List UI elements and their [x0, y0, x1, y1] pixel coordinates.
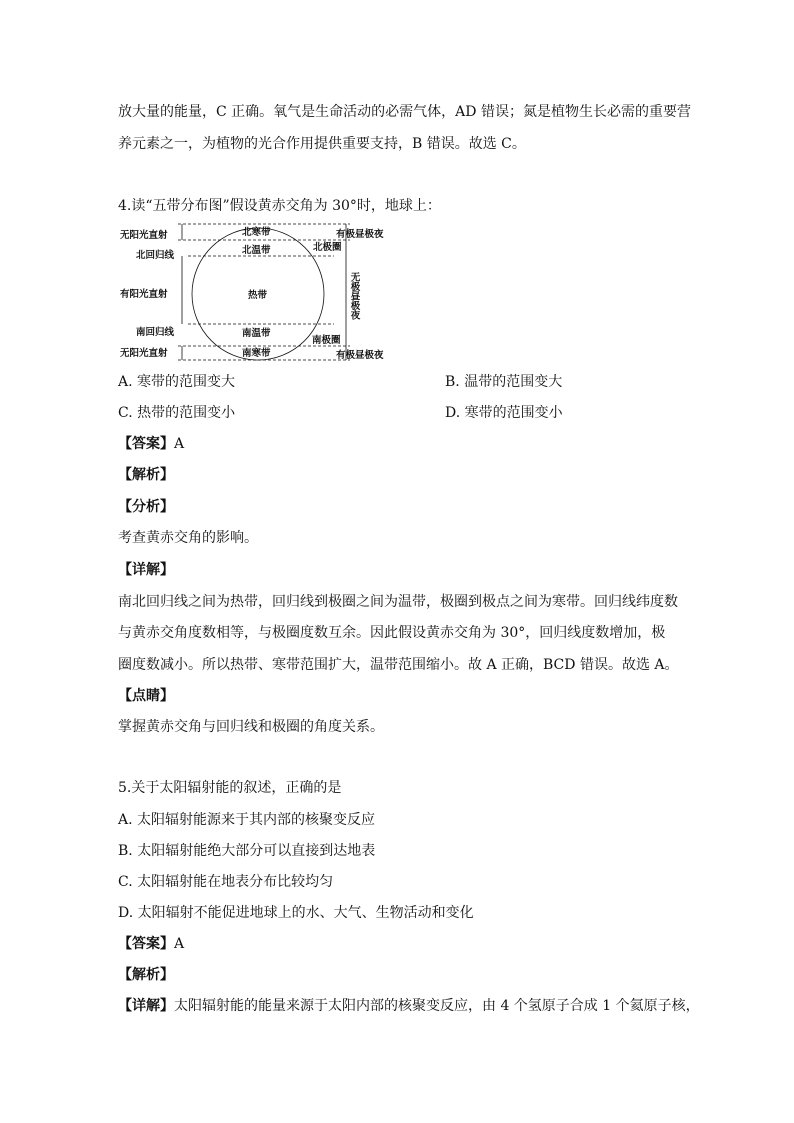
- left-label-no-sun-south: 无阳光直射: [120, 348, 168, 359]
- q5-option-b: B. 太阳辐射能绝大部分可以直接到达地表: [118, 843, 376, 859]
- q5-analysis-tag: 【解析】: [118, 967, 174, 983]
- q4-analysis-tag: 【解析】: [118, 467, 174, 483]
- right-label-polar-day-south: 有极昼极夜: [336, 350, 384, 361]
- q5-answer: A: [174, 936, 185, 952]
- left-label-direct-sun: 有阳光直射: [120, 289, 168, 300]
- q4-option-a: A. 寒带的范围变大: [118, 374, 236, 390]
- zone-north-temperate: 北温带: [242, 245, 271, 256]
- q4-detail-line-3: 圈度数减小。所以热带、寒带范围扩大，温带范围缩小。故 A 正确，BCD 错误。故选 A。: [118, 657, 679, 673]
- label-arctic-circle: 北极圈: [313, 242, 342, 253]
- q4-detail-tag: 【详解】: [118, 562, 174, 578]
- left-label-no-sun-north: 无阳光直射: [120, 230, 168, 241]
- right-label-polar-day-north: 有极昼极夜: [336, 229, 384, 240]
- q4-detail-line-2: 与黄赤交角度数相等，与极圈度数互余。因此假设黄赤交角为 30°，回归线度数增加，极: [118, 625, 666, 641]
- q5-option-d: D. 太阳辐射不能促进地球上的水、大气、生物活动和变化: [118, 905, 474, 921]
- q5-detail-text: 太阳辐射能的能量来源于太阳内部的核聚变反应，由 4 个氢原子合成 1 个氦原子核，: [174, 998, 700, 1014]
- q4-fenxi: 考查黄赤交角的影响。: [118, 530, 258, 546]
- right-label-no-polar-day: 无极昼极夜: [348, 272, 360, 320]
- q4-dianjing-tag: 【点睛】: [118, 688, 174, 704]
- zone-tropical: 热带: [248, 290, 268, 301]
- q5-stem: 5.关于太阳辐射能的叙述，正确的是: [118, 780, 342, 796]
- zone-north-frigid: 北寒带: [242, 227, 271, 238]
- q4-answer-line: [118, 434, 184, 454]
- label-antarctic-circle: 南极圈: [312, 335, 341, 346]
- q5-option-c: C. 太阳辐射能在地表分布比较均匀: [118, 874, 334, 890]
- zone-south-frigid: 南寒带: [242, 348, 271, 359]
- q4-answer-tag: 【答案】: [118, 436, 174, 452]
- q4-detail-line-1: 南北回归线之间为热带，回归线到极圈之间为温带，极圈到极点之间为寒带。回归线纬度数: [118, 594, 678, 610]
- q5-answer-tag: 【答案】: [118, 936, 174, 952]
- left-label-tropic-capricorn: 南回归线: [136, 327, 175, 338]
- q4-dianjing: 掌握黄赤交角与回归线和极圈的角度关系。: [118, 719, 384, 735]
- q4-option-b: B. 温带的范围变大: [445, 374, 563, 390]
- carry-line-1: 放大量的能量，C 正确。氧气是生命活动的必需气体，AD 错误；氮是植物生长必需的重要营: [118, 104, 691, 120]
- q4-option-d: D. 寒带的范围变小: [445, 405, 563, 421]
- left-label-tropic-cancer: 北回归线: [136, 250, 175, 261]
- q5-detail-line: [118, 996, 700, 1016]
- q4-option-c: C. 热带的范围变小: [118, 405, 236, 421]
- q4-stem: 4.读“五带分布图”假设黄赤交角为 30°时，地球上：: [118, 198, 441, 214]
- zone-south-temperate: 南温带: [242, 328, 271, 339]
- q5-detail-tag: 【详解】: [118, 998, 174, 1014]
- q4-answer: A: [174, 436, 185, 452]
- q4-fenxi-tag: 【分析】: [118, 499, 174, 515]
- q5-answer-line: [118, 934, 184, 954]
- five-zones-figure: [118, 220, 398, 362]
- carry-line-2: 养元素之一，为植物的光合作用提供重要支持，B 错误。故选 C。: [118, 136, 526, 152]
- q5-option-a: A. 太阳辐射能源来于其内部的核聚变反应: [118, 812, 376, 828]
